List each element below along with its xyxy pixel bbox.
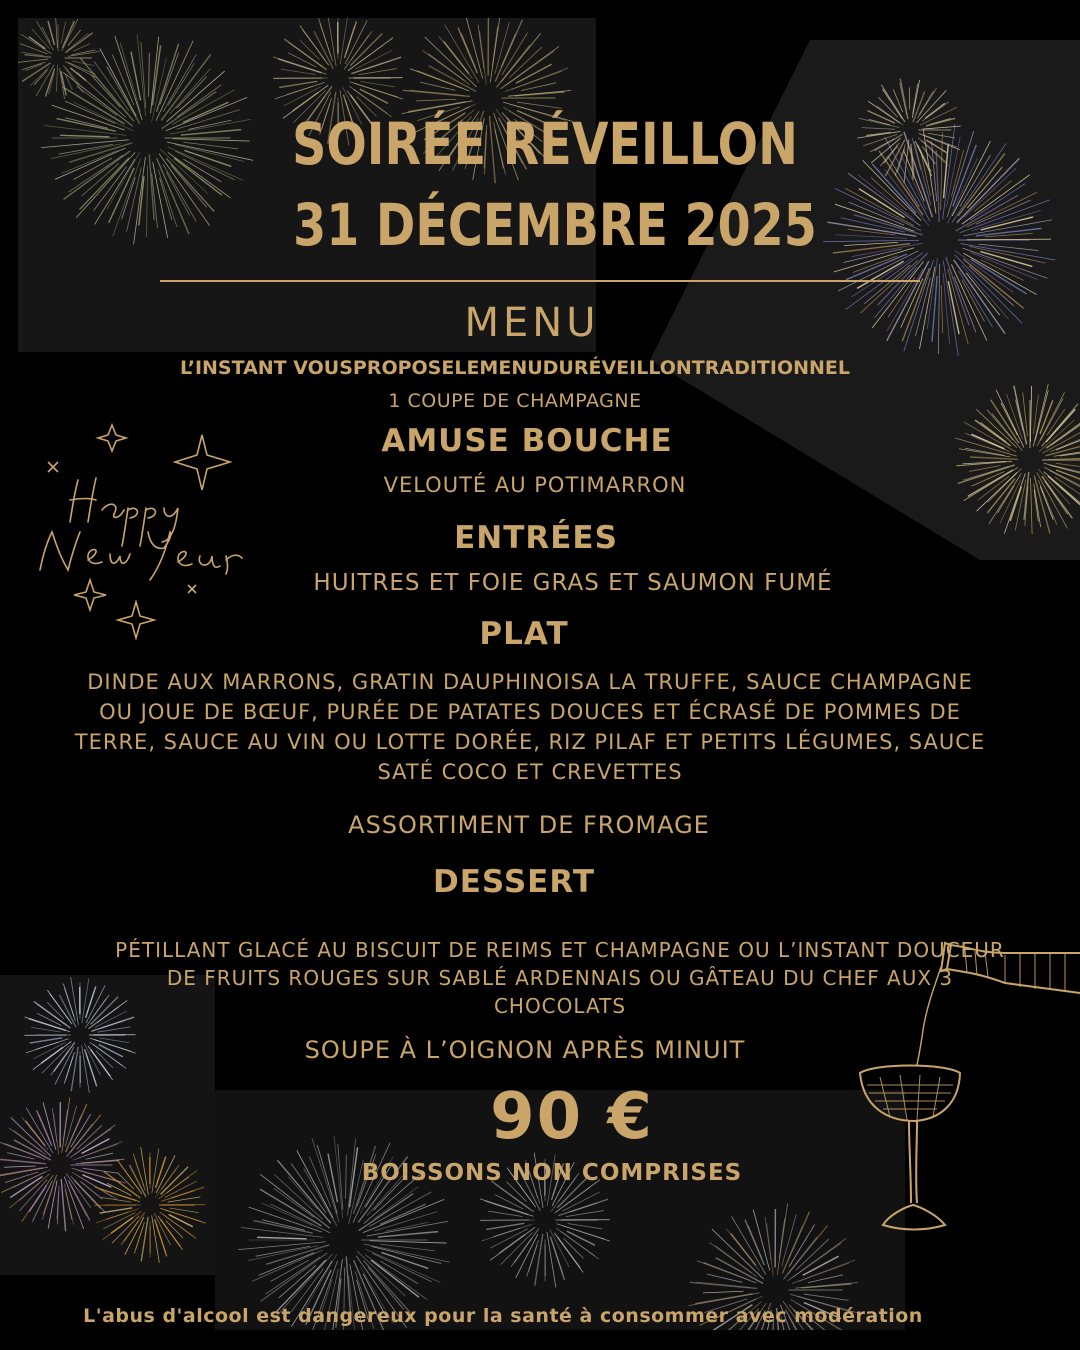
firework-spark	[804, 1294, 849, 1300]
champagne-coupe-icon	[860, 1066, 960, 1230]
firework-spark	[370, 1241, 447, 1243]
firework-spark	[48, 21, 54, 45]
firework-spark	[304, 1254, 337, 1311]
firework-spark	[271, 1204, 330, 1233]
firework-spark	[281, 69, 316, 74]
firework-spark	[493, 1228, 520, 1237]
firework-spark	[416, 99, 456, 101]
firework-spark	[795, 1283, 858, 1289]
title-divider	[160, 280, 920, 282]
firework-spark	[131, 52, 141, 101]
firework-spark	[403, 90, 470, 96]
entrees-heading: ENTRÉES	[454, 520, 618, 556]
firework-spark	[732, 1216, 766, 1274]
price: 90 €	[490, 1080, 654, 1154]
firework-spark	[45, 69, 54, 97]
dessert-item: PÉTILLANT GLACÉ AU BISCUIT DE REIMS ET CHAMPAGNE OU L’INSTANT DOUCEUR DE FRUITS ROUGES SUR SABLÉ ARDENNAIS OU GÂTEAU DU CHEF AUX 3 CHOCOLATS	[115, 938, 1005, 1018]
firework-spark	[508, 91, 571, 97]
firework-spark	[260, 1189, 321, 1226]
menu-intro: L’INSTANT VOUSPROPOSELEMENUDURÉVEILLONTRADITIONNEL	[179, 357, 851, 379]
title-line-1: SOIRÉE RÉVEILLON	[292, 110, 798, 178]
firework-spark	[745, 1220, 764, 1266]
firework-spark	[753, 1210, 769, 1271]
firework-spark	[712, 1229, 764, 1279]
firework-spark	[42, 27, 50, 43]
firework-spark	[458, 28, 477, 74]
firework-spark	[535, 1234, 543, 1286]
firework-spark	[286, 86, 313, 95]
firework-spark	[256, 1246, 310, 1256]
title-line-2: 31 DÉCEMBRE 2025	[293, 191, 817, 259]
alcohol-disclaimer: L'abus d'alcool est dangereux pour la santé à consommer avec modération	[83, 1305, 923, 1327]
amuse-bouche-item: VELOUTÉ AU POTIMARRON	[383, 473, 687, 497]
dessert-heading: DESSERT	[433, 864, 595, 900]
firework-spark	[169, 1208, 199, 1213]
firework-spark	[380, 1244, 435, 1251]
firework-spark	[18, 59, 48, 62]
firework-spark	[149, 53, 150, 97]
firework-spark	[56, 65, 57, 92]
firework-spark	[567, 1224, 602, 1229]
firework-spark	[488, 1211, 523, 1216]
firework-spark	[557, 1224, 610, 1241]
firework-spark	[492, 27, 497, 67]
firework-spark	[68, 63, 95, 75]
firework-spark	[478, 24, 484, 69]
entrees-item: HUITRES ET FOIE GRAS ET SAUMON FUMÉ	[313, 570, 833, 596]
coupe-champagne: 1 COUPE DE CHAMPAGNE	[388, 390, 642, 412]
soupe-item: SOUPE À L’OIGNON APRÈS MINUIT	[304, 1036, 746, 1064]
firework-spark	[360, 82, 395, 87]
firework-spark	[63, 21, 75, 48]
firework-spark	[141, 1217, 148, 1261]
firework-spark	[779, 1219, 784, 1259]
firework-spark	[788, 1226, 802, 1259]
firework-spark	[466, 18, 482, 78]
firework-spark	[767, 1223, 774, 1277]
firework-spark	[29, 37, 45, 49]
firework-spark	[689, 1293, 760, 1306]
firework-spark	[56, 18, 58, 48]
amuse-bouche-heading: AMUSE BOUCHE	[381, 423, 673, 459]
firework-spark	[262, 1220, 305, 1230]
firework-spark	[61, 22, 66, 44]
firework-spark	[359, 1194, 414, 1231]
firework-spark	[171, 1191, 194, 1198]
firework-spark	[690, 1282, 757, 1288]
firework-spark	[369, 1192, 431, 1227]
plat-heading: PLAT	[479, 616, 569, 652]
firework-spark	[21, 34, 51, 53]
firework-spark	[254, 1221, 313, 1234]
firework-spark	[365, 1255, 427, 1300]
firework-spark	[364, 1244, 450, 1262]
firework-spark	[385, 1222, 428, 1231]
firework-spark	[273, 57, 326, 74]
firework-spark	[480, 1199, 533, 1216]
firework-spark	[765, 1216, 771, 1261]
firework-spark	[570, 1203, 597, 1212]
firework-spark	[480, 31, 487, 85]
champagne-bottle-icon	[855, 935, 1080, 1245]
firework-spark	[425, 37, 477, 87]
firework-spark	[350, 82, 403, 99]
firework-spark	[368, 1267, 404, 1309]
firework-spark	[445, 24, 479, 82]
firework-spark	[257, 1237, 306, 1238]
firework-spark	[380, 1204, 425, 1224]
firework-spark	[101, 1021, 124, 1028]
plat-item: DINDE AUX MARRONS, GRATIN DAUPHINOISA LA TRUFFE, SAUCE CHAMPAGNE OU JOUE DE BŒUF, PURÉE DE PATATES DOUCES ET ÉCRASÉ DE POMMES DE TERRE, SAUCE AU VIN OU LOTTE DORÉE, RIZ PILAF ET PETITS LÉGUMES, SAUCE SATÉ COCO ET CREVETTES	[74, 670, 986, 784]
firework-spark	[42, 1187, 53, 1220]
firework-spark	[703, 1291, 743, 1293]
happy-new-year-script	[30, 470, 250, 590]
firework-spark	[238, 1242, 326, 1250]
menu-label: MENU	[464, 300, 600, 346]
drinks-not-included: BOISSONS NON COMPRISES	[361, 1160, 743, 1186]
firework-spark	[501, 34, 515, 67]
fromage-item: ASSORTIMENT DE FROMAGE	[348, 811, 710, 839]
firework-spark	[363, 61, 390, 70]
firework-spark	[168, 63, 194, 105]
firework-spark	[106, 1212, 129, 1219]
firework-spark	[567, 1231, 595, 1245]
